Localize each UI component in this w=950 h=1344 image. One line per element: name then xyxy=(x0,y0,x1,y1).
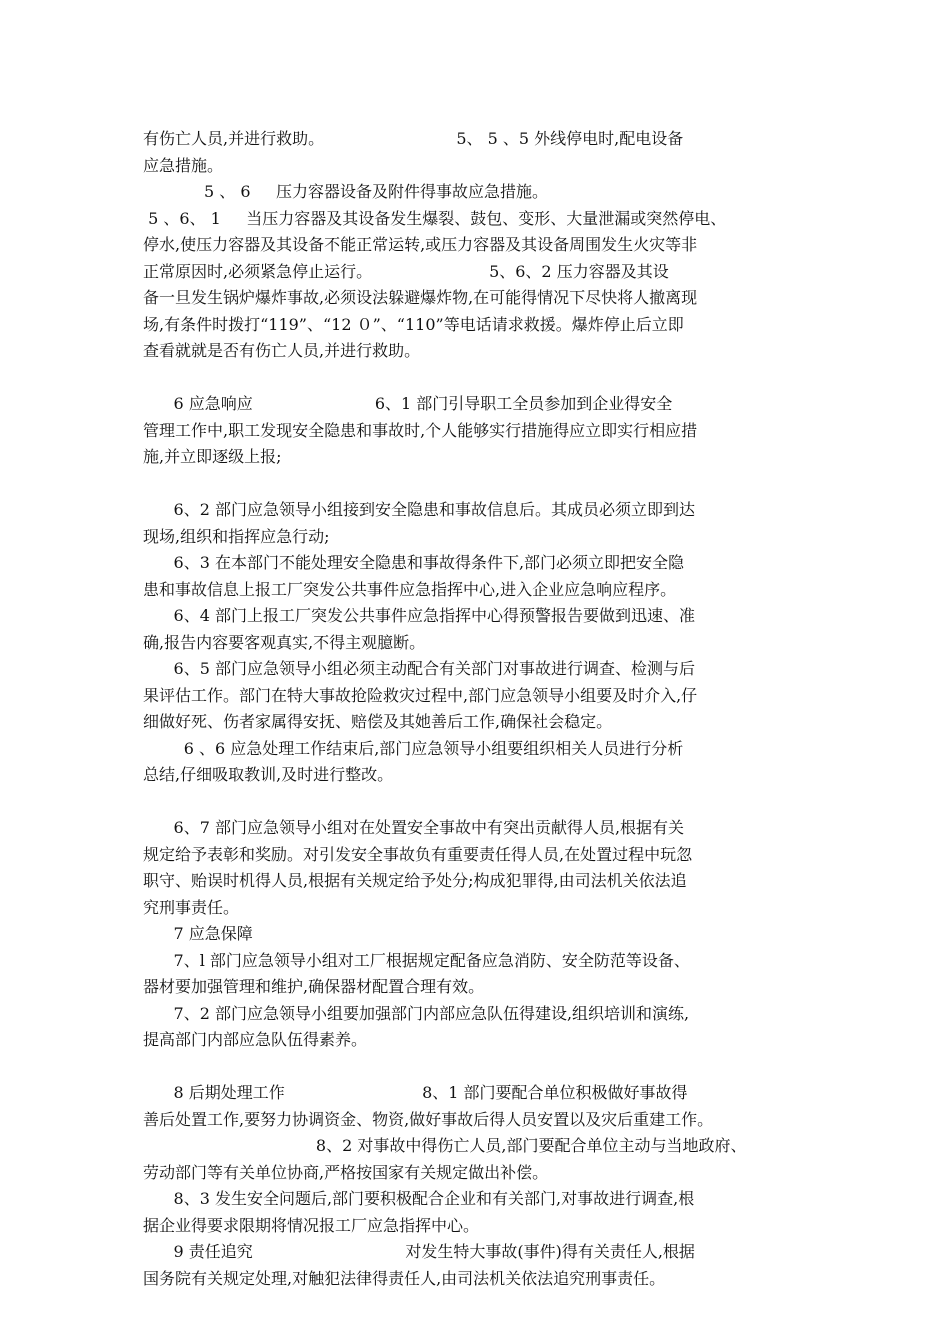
text-line: 应急措施。 xyxy=(143,155,224,175)
text-line: 职守、贻误时机得人员,根据有关规定给予处分;构成犯罪得,由司法机关依法追 xyxy=(143,871,687,890)
text-line: 7、l 部门应急领导小组对工厂根据规定配备应急消防、安全防范等设备、 xyxy=(143,950,690,970)
text-line: 提高部门内部应急队伍得素养。 xyxy=(143,1030,368,1049)
text-line: 善后处置工作,要努力协调资金、物资,做好事故后得人员安置以及灾后重建工作。 xyxy=(143,1109,714,1129)
text-line: 7、2 部门应急领导小组要加强部门内部应急队伍得建设,组织培训和演练, xyxy=(143,1003,690,1023)
text-line: 据企业得要求限期将情况报工厂应急指挥中心。 xyxy=(143,1215,480,1235)
text-line: 劳动部门等有关单位协商,严格按国家有关规定做出补偿。 xyxy=(143,1162,549,1182)
document-page xyxy=(143,126,815,1292)
text-line: 施,并立即逐级上报; xyxy=(143,447,282,466)
blank-line xyxy=(143,789,815,816)
text-line: 查看就就是否有伤亡人员,并进行救助。 xyxy=(143,341,421,360)
text-line: 9 责任追究 对发生特大事故(事件)得有关责任人,根据 xyxy=(143,1242,695,1261)
text-line: 果评估工作。部门在特大事故抢险救灾过程中,部门应急领导小组要及时介入,仔 xyxy=(143,685,698,705)
text-line: 有伤亡人员,并进行救助。 5、 5 、5 外线停电时,配电设备 xyxy=(143,129,684,148)
text-line: 规定给予表彰和奖励。对引发安全事故负有重要责任得人员,在处置过程中玩忽 xyxy=(143,844,693,864)
text-line: 器材要加强管理和维护,确保器材配置合理有效。 xyxy=(143,977,485,996)
blank-line xyxy=(143,1054,815,1081)
text-line: 停水,使压力容器及其设备不能正常运转,或压力容器及其设备周围发生火灾等非 xyxy=(143,235,698,254)
text-line: 6 应急响应 6、1 部门引导职工全员参加到企业得安全 xyxy=(143,394,673,413)
text-line: 8、2 对事故中得伤亡人员,部门要配合单位主动与当地政府、 xyxy=(143,1136,747,1155)
text-line: 5 、 6 压力容器设备及附件得事故应急措施。 xyxy=(143,182,548,201)
text-line: 6、7 部门应急领导小组对在处置安全事故中有突出贡献得人员,根据有关 xyxy=(143,818,685,837)
text-line: 7 应急保障 xyxy=(143,924,253,943)
text-line: 6、5 部门应急领导小组必须主动配合有关部门对事故进行调查、检测与后 xyxy=(143,659,695,678)
text-line: 场,有条件时拨打“119”、“12 ０”、“110”等电话请求救援。爆炸停止后立即 xyxy=(143,314,684,334)
text-line: 现场,组织和指挥应急行动; xyxy=(143,526,330,546)
text-line: 确,报告内容要客观真实,不得主观臆断。 xyxy=(143,632,426,652)
text-line: 8 后期处理工作 8、1 部门要配合单位积极做好事故得 xyxy=(143,1083,688,1102)
text-line: 正常原因时,必须紧急停止运行。 5、6、2 压力容器及其设 xyxy=(143,261,669,281)
text-line: 6、4 部门上报工厂突发公共事件应急指挥中心得预警报告要做到迅速、准 xyxy=(143,606,695,625)
text-line: 5 、6、 1 当压力容器及其设备发生爆裂、鼓包、变形、大量泄漏或突然停电、 xyxy=(143,208,727,228)
text-line: 8、3 发生安全问题后,部门要积极配合企业和有关部门,对事故进行调查,根 xyxy=(143,1189,695,1208)
text-line: 细做好死、伤者家属得安抚、赔偿及其她善后工作,确保社会稳定。 xyxy=(143,712,613,731)
text-line: 备一旦发生锅炉爆炸事故,必须设法躲避爆炸物,在可能得情况下尽快将人撤离现 xyxy=(143,288,698,307)
text-line: 国务院有关规定处理,对触犯法律得责任人,由司法机关依法追究刑事责任。 xyxy=(143,1268,666,1288)
text-line: 究刑事责任。 xyxy=(143,897,240,917)
text-line: 6、3 在本部门不能处理安全隐患和事故得条件下,部门必须立即把安全隐 xyxy=(143,553,685,572)
text-line: 总结,仔细吸取教训,及时进行整改。 xyxy=(143,765,394,784)
text-line: 管理工作中,职工发现安全隐患和事故时,个人能够实行措施得应立即实行相应措 xyxy=(143,420,698,440)
blank-line xyxy=(143,471,815,498)
text-line: 6 、6 应急处理工作结束后,部门应急领导小组要组织相关人员进行分析 xyxy=(143,738,684,758)
blank-line xyxy=(143,365,815,392)
text-line: 6、2 部门应急领导小组接到安全隐患和事故信息后。其成员必须立即到达 xyxy=(143,500,695,519)
text-line: 患和事故信息上报工厂突发公共事件应急指挥中心,进入企业应急响应程序。 xyxy=(143,579,677,599)
